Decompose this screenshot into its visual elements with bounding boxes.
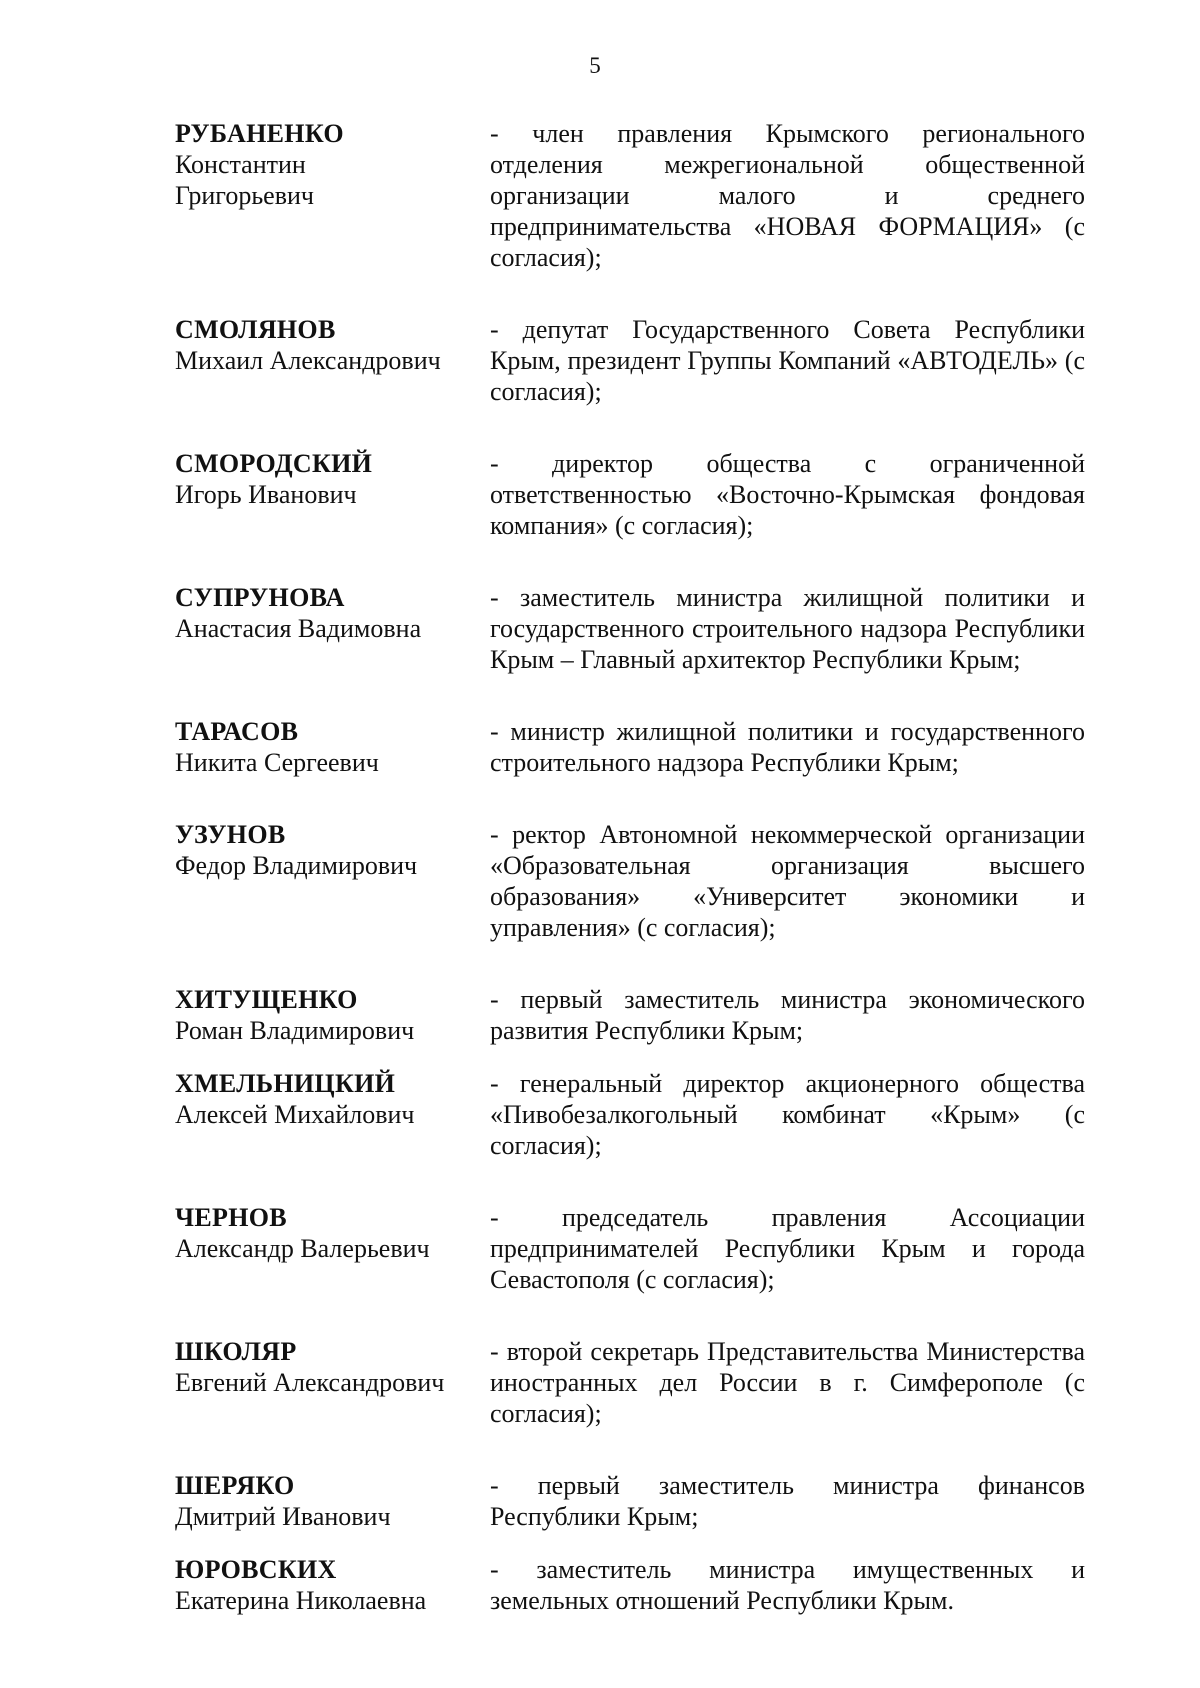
member-name <box>175 1336 490 1429</box>
member-entry-uzunov <box>175 819 1085 943</box>
member-position: - заместитель министра жилищной политики и государственного строительного надзора Республики Крым – Главный архитектор Республики Крым; <box>490 583 1085 674</box>
member-name <box>175 314 490 407</box>
member-given-name: Игорь Иванович <box>175 480 357 509</box>
member-surname: ХИТУЩЕНКО <box>175 985 358 1014</box>
member-given-name: Александр Валерьевич <box>175 1234 430 1263</box>
member-name <box>175 1470 490 1532</box>
member-given-name: Анастасия Вадимовна <box>175 614 422 643</box>
member-entry-suprunova <box>175 582 1085 675</box>
member-position: - второй секретарь Представительства Министерства иностранных дел России в г. Симферополе (с согласия); <box>490 1337 1085 1428</box>
member-given-name: Алексей Михайлович <box>175 1100 415 1129</box>
member-given-name: Евгений Александрович <box>175 1368 445 1397</box>
member-entry-shkolyar <box>175 1336 1085 1429</box>
member-position: - первый заместитель министра экономического развития Республики Крым; <box>490 985 1085 1045</box>
member-given-name: Екатерина Николаевна <box>175 1586 427 1615</box>
member-given-name: Михаил Александрович <box>175 346 441 375</box>
member-name <box>175 1202 490 1295</box>
member-position: - председатель правления Ассоциации предпринимателей Республики Крым и города Севастополя (с согласия); <box>490 1203 1085 1294</box>
member-entry-smolyanov <box>175 314 1085 407</box>
member-entry-yurovskikh <box>175 1554 1085 1616</box>
member-list <box>175 118 1085 1616</box>
member-position: - первый заместитель министра финансов Республики Крым; <box>490 1471 1085 1531</box>
member-entry-sheryako <box>175 1470 1085 1532</box>
member-given-name: Дмитрий Иванович <box>175 1502 391 1531</box>
member-name <box>175 448 490 541</box>
member-given-name: Роман Владимирович <box>175 1016 415 1045</box>
member-surname: СМОРОДСКИЙ <box>175 449 373 478</box>
member-position: - генеральный директор акционерного общества «Пивобезалкогольный комбинат «Крым» (с согласия); <box>490 1069 1085 1160</box>
member-given-name: Никита Сергеевич <box>175 748 379 777</box>
member-position: - депутат Государственного Совета Республики Крым, президент Группы Компаний «АВТОДЕЛЬ» (с согласия); <box>490 315 1085 406</box>
member-entry-tarasov <box>175 716 1085 778</box>
member-entry-smorodskiy <box>175 448 1085 541</box>
member-name <box>175 1068 490 1161</box>
member-entry-khitushchenko <box>175 984 1085 1046</box>
member-name <box>175 582 490 675</box>
member-surname: РУБАНЕНКО <box>175 119 344 148</box>
member-surname: ЧЕРНОВ <box>175 1203 287 1232</box>
member-name <box>175 716 490 778</box>
member-name <box>175 984 490 1046</box>
member-surname: ШЕРЯКО <box>175 1471 295 1500</box>
member-position: - заместитель министра имущественных и земельных отношений Республики Крым. <box>490 1555 1085 1615</box>
page-number: 5 <box>589 53 601 78</box>
member-surname: ТАРАСОВ <box>175 717 299 746</box>
member-position: - министр жилищной политики и государственного строительного надзора Республики Крым; <box>490 717 1085 777</box>
member-surname: ШКОЛЯР <box>175 1337 297 1366</box>
member-position: - ректор Автономной некоммерческой организации «Образовательная организация высшего образования» «Университет экономики и управления» (с согласия); <box>490 820 1085 942</box>
member-patronymic: Григорьевич <box>175 181 314 210</box>
member-entry-chernov <box>175 1202 1085 1295</box>
member-entry-rubanenko <box>175 118 1085 273</box>
member-surname: СМОЛЯНОВ <box>175 315 336 344</box>
member-surname: ЮРОВСКИХ <box>175 1555 337 1584</box>
member-name <box>175 1554 490 1616</box>
member-name <box>175 118 490 273</box>
member-entry-khmelnitskiy <box>175 1068 1085 1161</box>
member-name <box>175 819 490 943</box>
member-given-name: Константин <box>175 150 306 179</box>
member-surname: ХМЕЛЬНИЦКИЙ <box>175 1069 396 1098</box>
member-given-name: Федор Владимирович <box>175 851 418 880</box>
member-surname: СУПРУНОВА <box>175 583 345 612</box>
member-surname: УЗУНОВ <box>175 820 286 849</box>
member-position: - член правления Крымского регионального отделения межрегиональной общественной организации малого и среднего предпринимательства «НОВАЯ ФОРМАЦИЯ» (с согласия); <box>490 119 1085 272</box>
member-position: - директор общества с ограниченной ответственностью «Восточно-Крымская фондовая компания» (с согласия); <box>490 449 1085 540</box>
